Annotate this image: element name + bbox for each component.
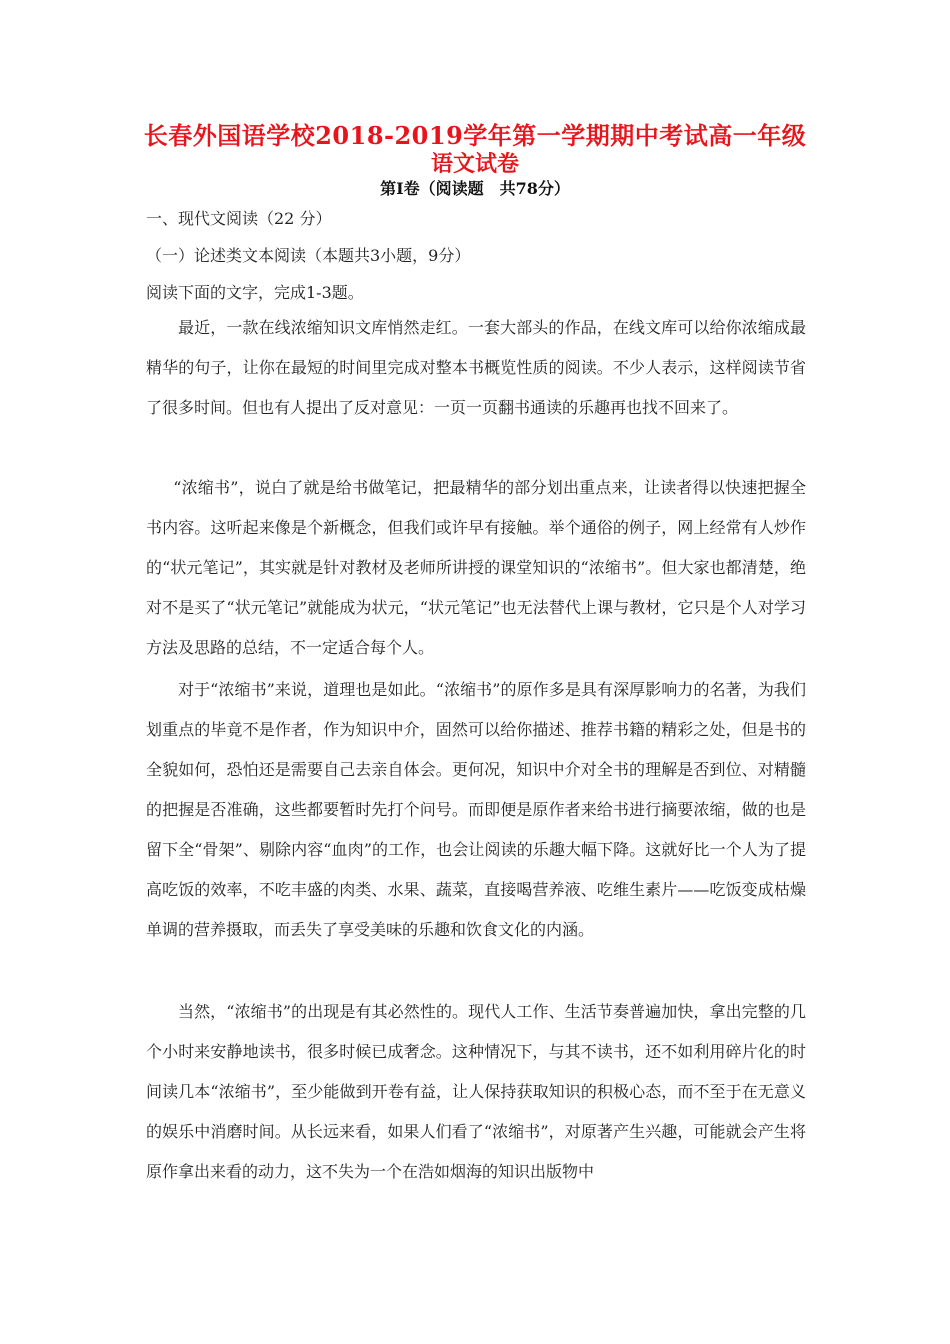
paragraph-2: “浓缩书”，说白了就是给书做笔记，把最精华的部分划出重点来，让读者得以快速把握全书内容。这听起来像是个新概念，但我们或许早有接触。举个通俗的例子，网上经常有人炒作的“状元笔记”，其实就是针对教材及老师所讲授的课堂知识的“浓缩书”。但大家也都清楚，绝对不是买了“状元笔记”就能成为状元，“状元笔记”也无法替代上课与教材，它只是个人对学习方法及思路的总结，不一定适合每个人。 (146, 478, 806, 657)
paragraph-3: 对于“浓缩书”来说，道理也是如此。“浓缩书”的原作多是具有深厚影响力的名著，为我们划重点的毕竟不是作者，作为知识中介，固然可以给你描述、推荐书籍的精彩之处，但是书的全貌如何，恐怕还是需要自己去亲自体会。更何况，知识中介对全书的理解是否到位、对精髓的把握是否准确，这些都要暂时先打个问号。而即便是原作者来给书进行摘要浓缩，做的也是留下全“骨架”、剔除内容“血肉”的工作，也会让阅读的乐趣大幅下降。这就好比一个人为了提高吃饭的效率，不吃丰盛的肉类、水果、蔬菜，直接喝营养液、吃维生素片——吃饭变成枯燥单调的营养摄取，而丢失了享受美味的乐趣和饮食文化的内涵。 (146, 680, 806, 939)
paragraph-1: 最近，一款在线浓缩知识文库悄然走红。一套大部头的作品，在线文库可以给你浓缩成最精华的句子，让你在最短的时间里完成对整本书概览性质的阅读。不少人表示，这样阅读节省了很多时间。但也有人提出了反对意见：一页一页翻书通读的乐趣再也找不回来了。 (146, 318, 806, 417)
subsection-heading: （一）论述类文本阅读（本题共3小题，9分） (146, 246, 471, 265)
instruction-text: 阅读下面的文字，完成1-3题。 (146, 283, 364, 302)
exam-title: 长春外国语学校2018-2019学年第一学期期中考试高一年级 (143, 121, 807, 150)
paragraph-4: 当然，“浓缩书”的出现是有其必然性的。现代人工作、生活节奏普遍加快，拿出完整的几个小时来安静地读书，很多时候已成奢念。这种情况下，与其不读书，还不如利用碎片化的时间读几本“浓缩书”，至少能做到开卷有益，让人保持获取知识的积极心态，而不至于在无意义的娱乐中消磨时间。从长远来看，如果人们看了“浓缩书”，对原著产生兴趣，可能就会产生将原作拿出来看的动力，这不失为一个在浩如烟海的知识出版物中 (146, 1002, 806, 1181)
part-heading: 第Ⅰ卷（阅读题 共78分） (380, 179, 570, 198)
exam-subtitle: 语文试卷 (430, 151, 519, 177)
section-heading: 一、现代文阅读（22 分） (146, 209, 332, 228)
